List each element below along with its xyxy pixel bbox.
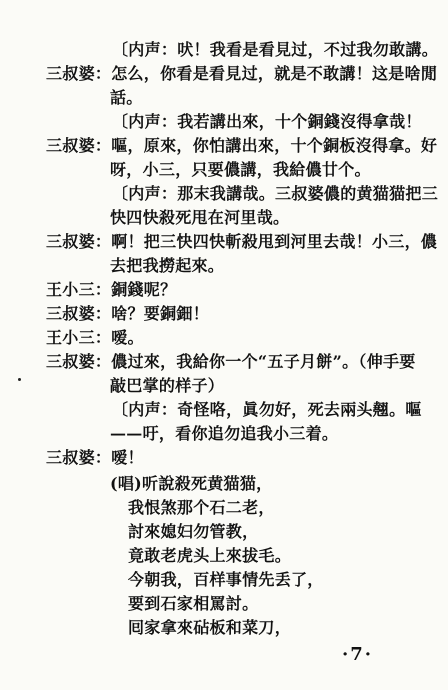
text-line: 快四快殺死甩在河里哉。	[110, 208, 290, 227]
text-line: (唱)听說殺死黄猫猫，	[110, 474, 273, 493]
text-line: 討來媳妇勿管教，	[128, 522, 259, 541]
print-speck	[18, 378, 21, 381]
text-line: 三叔婆：啊！把三快四快斬殺甩到河里去哉！小三，儂	[46, 232, 438, 251]
text-line: 今朝我，百样事情先丢了，	[128, 570, 324, 589]
text-line: 要到石家相罵討。	[128, 594, 259, 613]
text-line: 話。	[110, 88, 143, 107]
text-line: 三叔婆：啥？要銅鈿！	[46, 304, 210, 323]
text-line: 〔内声：那末我講哉。三叔婆儂的黄猫猫把三	[112, 184, 439, 203]
page-number: ·7·	[342, 644, 374, 665]
text-line: 呀，小三，只要儂講，我給儂廿个。	[110, 160, 371, 179]
text-line: 〔内声：我若講出來，十个銅錢沒得拿哉！	[112, 112, 422, 131]
text-line: 去把我撈起來。	[110, 256, 225, 275]
text-line: 竟敢老虎头上來拔毛。	[128, 546, 292, 565]
text-line: ——吁，看你追勿追我小三着。	[110, 424, 339, 443]
text-line: 三叔婆：怎么，你看是看見过，就是不敢講！这是啥閒	[46, 64, 438, 83]
text-line: 〔内声：吠！我看是看見过，不过我勿敢講。	[112, 40, 439, 59]
text-line: 王小三：銅錢呢？	[46, 280, 177, 299]
text-line: 我恨煞那个石二老，	[128, 498, 275, 517]
text-line: 三叔婆：嗳！	[46, 448, 144, 467]
text-line: 囘家拿來砧板和菜刀，	[128, 618, 292, 637]
text-line: 敲巴掌的样子）	[110, 376, 225, 395]
text-line: 三叔婆：儂过來，我給你一个“五子月餅”。（伸手要	[46, 352, 416, 371]
text-line: 王小三：嗳。	[46, 328, 144, 347]
text-line: 三叔婆：嘔，原來，你怕講出來，十个銅板沒得拿。好	[46, 136, 438, 155]
text-line: 〔内声：奇怪咯，眞勿好，死去兩头翹。嘔	[112, 400, 422, 419]
